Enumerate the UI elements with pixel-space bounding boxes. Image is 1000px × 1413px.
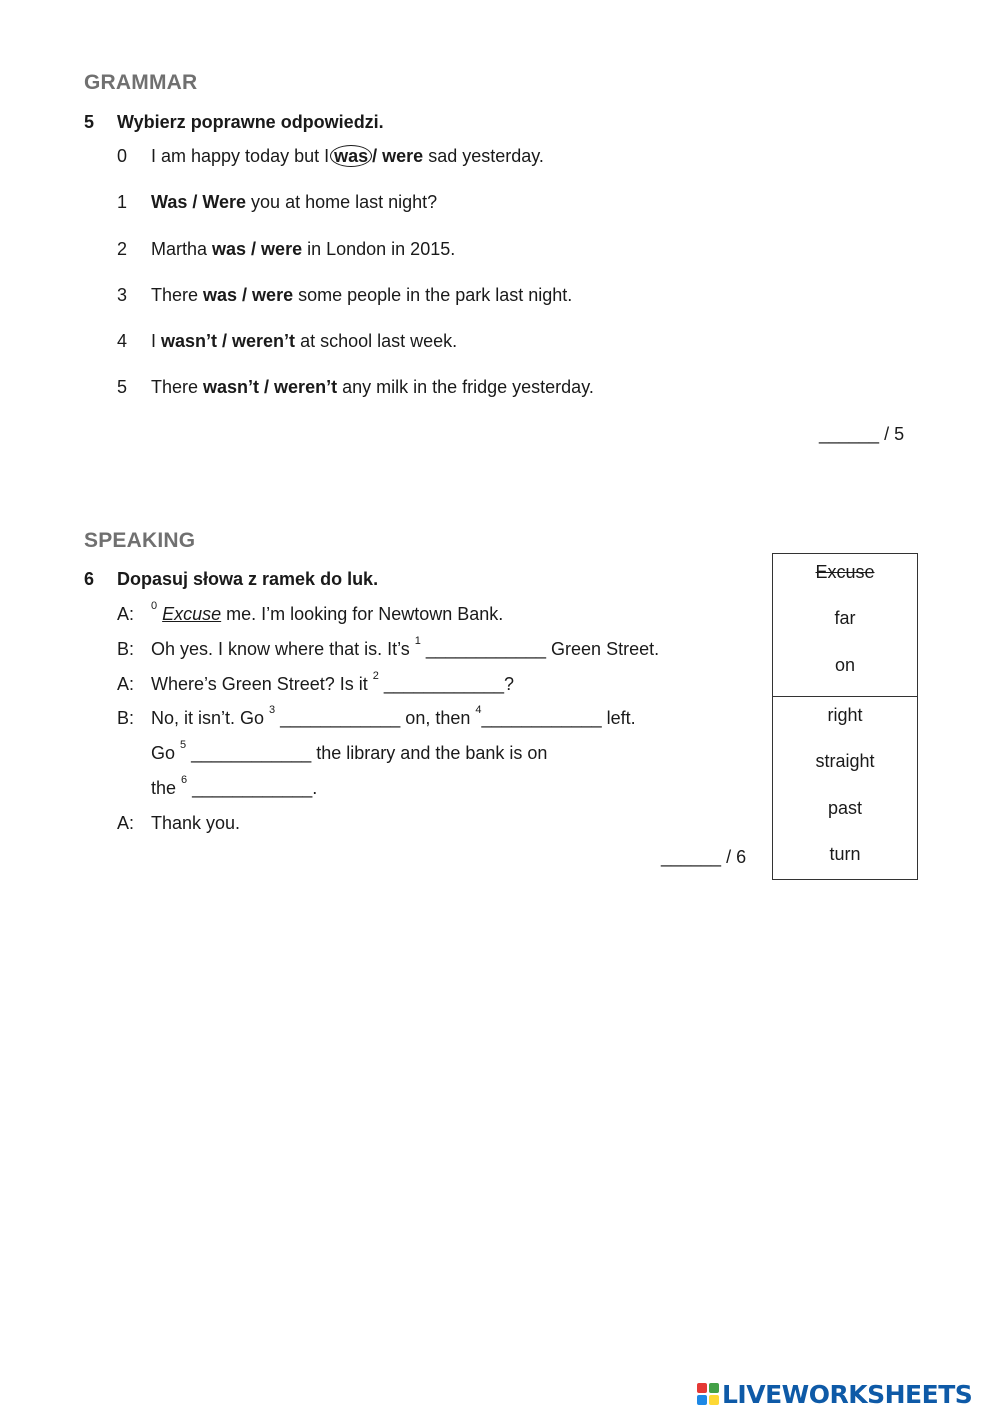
logo-text: LIVEWORKSHEETS: [722, 1379, 973, 1409]
word-box-item: far: [834, 608, 856, 628]
word-box-item: right: [827, 705, 863, 725]
word-box-item: straight: [815, 751, 875, 771]
dialogue-line-5[interactable]: the $^6$ ____________.: [151, 774, 318, 798]
grammar-heading: GRAMMAR: [84, 71, 198, 94]
speaker-label: B:: [117, 639, 135, 659]
liveworksheets-logo[interactable]: [697, 1379, 972, 1409]
grammar-task-number: 5: [84, 112, 95, 132]
grammar-item-5: 5: [117, 377, 128, 397]
word-box-item: past: [827, 798, 863, 818]
word-box-item: turn: [829, 844, 861, 864]
speaking-heading: SPEAKING: [84, 529, 196, 552]
grammar-item-1: 1: [117, 192, 128, 212]
example-answer: Excuse: [162, 604, 222, 624]
item-number: 0: [117, 146, 128, 166]
grammar-item-2-text[interactable]: Martha was / were in London in 2015.: [151, 239, 456, 259]
grammar-instruction: Wybierz poprawne odpowiedzi.: [117, 112, 384, 132]
word-box-item: Excuse: [815, 562, 875, 582]
word-box-divider: [773, 696, 917, 697]
speaking-instruction: Dopasuj słowa z ramek do luk.: [117, 569, 379, 589]
grammar-item-4-text[interactable]: I wasn’t / weren’t at school last week.: [151, 331, 458, 351]
logo-icon: [697, 1383, 719, 1405]
speaking-task-number: 6: [84, 569, 95, 589]
grammar-item-3: 3: [117, 285, 128, 305]
grammar-item-3-text[interactable]: There was / were some people in the park last night.: [151, 285, 573, 305]
speaker-label: A:: [117, 674, 135, 694]
grammar-item-4: 4: [117, 331, 128, 351]
grammar-item-5-text[interactable]: There wasn’t / weren’t any milk in the fridge yesterday.: [151, 377, 594, 397]
speaker-label: A:: [117, 604, 135, 624]
speaking-score: ______ / 6: [661, 847, 747, 867]
grammar-item-0: [117, 146, 127, 167]
speaker-label: A:: [117, 813, 135, 833]
circled-answer: was: [330, 145, 372, 167]
dialogue-line-6: Thank you.: [151, 813, 241, 833]
grammar-item-2: 2: [117, 239, 128, 259]
dialogue-line-2[interactable]: Where’s Green Street? Is it $^2$ ____________?: [151, 670, 515, 694]
word-box: [772, 553, 918, 880]
dialogue-line-3[interactable]: No, it isn’t. Go $^3$ ____________ on, then $^4$____________ left.: [151, 704, 636, 728]
grammar-item-0-text: I am happy today but I was / were sad yesterday.: [151, 146, 544, 166]
grammar-item-1-text[interactable]: Was / Were you at home last night?: [151, 192, 438, 212]
word-box-item: on: [834, 655, 856, 675]
dialogue-line-0: $^0$ Excuse me. I’m looking for Newtown Bank.: [151, 600, 504, 624]
dialogue-line-1[interactable]: Oh yes. I know where that is. It’s $^1$ ____________ Green Street.: [151, 635, 660, 659]
dialogue-line-4[interactable]: Go $^5$ ____________ the library and the bank is on: [151, 739, 548, 763]
grammar-score: ______ / 5: [819, 424, 905, 444]
speaker-label: B:: [117, 708, 135, 728]
